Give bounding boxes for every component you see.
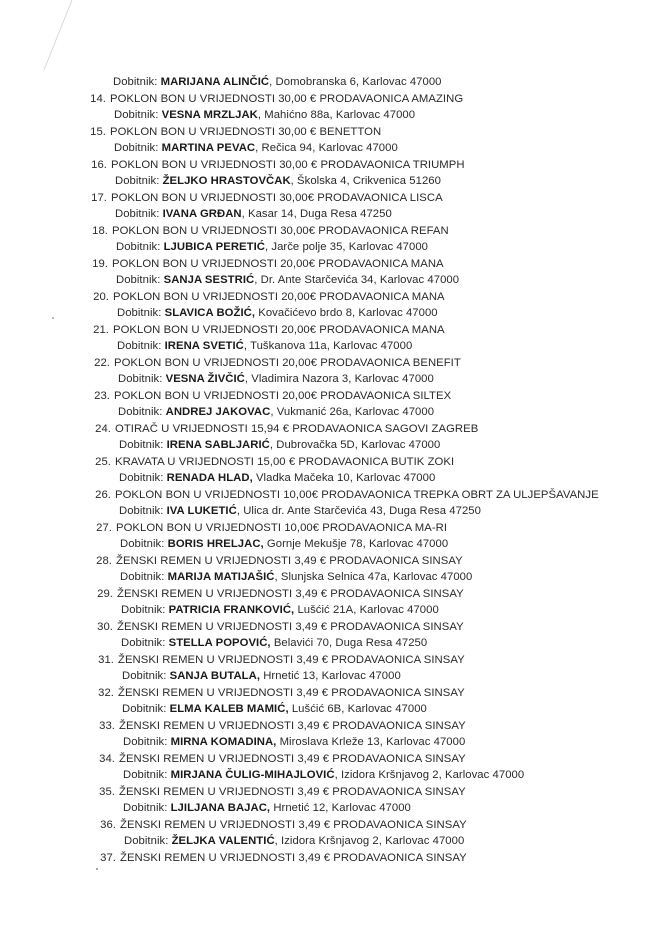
winner-name: MIRJANA ČULIG-MIHAJLOVIĆ	[170, 769, 335, 781]
prize-text: ŽENSKI REMEN U VRIJEDNOSTI 3,49 € PRODAVAONICA SINSAY	[119, 752, 466, 765]
winner-label: Dobitnik:	[118, 373, 163, 385]
winner-name: MARTINA PEVAC	[161, 142, 256, 154]
winner-name: LJILJANA BAJAC,	[170, 802, 271, 814]
winner-address: , Ulica dr. Ante Starčevića 43, Duga Resa 47250	[236, 505, 481, 517]
item-number: 34.	[99, 752, 115, 765]
winner-address: , Školska 4, Crikvenica 51260	[290, 175, 441, 187]
winner-label: Dobitnik:	[123, 736, 168, 748]
winner-label: Dobitnik:	[117, 307, 162, 319]
winner-name: MIRNA KOMADINA,	[170, 736, 277, 748]
prize-text: ŽENSKI REMEN U VRIJEDNOSTI 3,49 € PRODAVAONICA SINSAY	[117, 620, 464, 633]
winner-name: LJUBICA PERETIĆ	[163, 241, 265, 253]
winner-label: Dobitnik:	[124, 835, 169, 847]
winner-name: VESNA MRZLJAK	[161, 109, 258, 121]
item-number: 27.	[96, 521, 112, 534]
winner-label: Dobitnik:	[114, 142, 159, 154]
winner-label: Dobitnik:	[115, 208, 160, 220]
winner-address: , Izidora Kršnjavog 2, Karlovac 47000	[334, 769, 525, 781]
winner-name: ŽELJKO HRASTOVČAK	[162, 175, 291, 187]
item-number: 17.	[91, 191, 107, 204]
prize-text: ŽENSKI REMEN U VRIJEDNOSTI 3,49 € PRODAVAONICA SINSAY	[120, 818, 467, 831]
winner-name: ŽELJKA VALENTIĆ	[171, 835, 275, 847]
prize-text: POKLON BON U VRIJEDNOSTI 30,00 € PRODAVAONICA TRIUMPH	[111, 158, 465, 171]
winner-name: MARIJANA ALINČIĆ	[160, 76, 270, 88]
prize-line	[94, 520, 648, 537]
scan-speck	[52, 317, 54, 319]
prize-line	[97, 718, 648, 735]
winner-line	[94, 437, 648, 454]
prize-line	[90, 256, 648, 273]
winner-line	[94, 470, 648, 487]
prize-line	[93, 487, 648, 504]
winner-name: ANDREJ JAKOVAC	[165, 406, 271, 418]
winner-address: , Tuškanova 11a, Karlovac 47000	[243, 340, 413, 352]
winner-address: , Dubrovačka 5D, Karlovac 47000	[269, 439, 441, 451]
prize-line	[97, 784, 648, 801]
winner-name: ELMA KALEB MAMIĆ,	[169, 703, 289, 715]
winner-address: , Rečica 94, Karlovac 47000	[255, 142, 398, 154]
winner-label: Dobitnik:	[117, 340, 162, 352]
item-number: 24.	[95, 422, 111, 435]
winner-line	[98, 734, 648, 751]
prize-line	[89, 157, 648, 174]
winner-address: Belavići 70, Duga Resa 47250	[270, 637, 428, 649]
item-number: 32.	[98, 686, 114, 699]
prize-text: POKLON BON U VRIJEDNOSTI 20,00€ PRODAVAONICA MANA	[112, 257, 444, 270]
winner-name: IVA LUKETIĆ	[166, 505, 237, 517]
prize-text: POKLON BON U VRIJEDNOSTI 10,00€ PRODAVAONICA TREPKA OBRT ZA ULJEPŠAVANJE	[115, 488, 599, 501]
prize-line	[93, 454, 648, 471]
winner-address: Hrnetić 12, Karlovac 47000	[270, 802, 411, 814]
winner-label: Dobitnik:	[121, 637, 166, 649]
winner-line	[90, 206, 648, 223]
winner-name: VESNA ŽIVČIĆ	[165, 373, 245, 385]
winner-label: Dobitnik:	[123, 769, 168, 781]
prize-text: POKLON BON U VRIJEDNOSTI 30,00 € BENETTON	[110, 125, 382, 138]
winner-address: , Vladimira Nazora 3, Karlovac 47000	[244, 373, 434, 385]
prize-text: POKLON BON U VRIJEDNOSTI 30,00€ PRODAVAONICA REFAN	[112, 224, 449, 237]
winner-line	[89, 140, 648, 157]
winner-address: , Vukmanić 26a, Karlovac 47000	[270, 406, 435, 418]
winner-label: Dobitnik:	[122, 670, 167, 682]
prize-line	[95, 586, 648, 603]
winner-address: Lušćić 21A, Karlovac 47000	[294, 604, 439, 616]
item-number: 22.	[94, 356, 110, 369]
winner-address: , Kasar 14, Duga Resa 47250	[241, 208, 392, 220]
winner-address: , Jarče polje 35, Karlovac 47000	[265, 241, 428, 253]
prize-line	[95, 619, 648, 636]
prize-line	[96, 685, 648, 702]
prize-text: POKLON BON U VRIJEDNOSTI 30,00€ PRODAVAONICA LISCA	[111, 191, 443, 204]
winner-line	[95, 536, 648, 553]
winner-label: Dobitnik:	[123, 802, 168, 814]
winner-label: Dobitnik:	[120, 538, 165, 550]
prize-line	[97, 751, 648, 768]
winner-name: BORIS HRELJAC,	[167, 538, 264, 550]
winner-address: Vladka Mačeka 10, Karlovac 47000	[252, 472, 436, 484]
prize-text: ŽENSKI REMEN U VRIJEDNOSTI 3,49 € PRODAVAONICA SINSAY	[118, 653, 465, 666]
winner-line	[91, 272, 648, 289]
winner-name: MARIJA MATIJAŠIĆ	[167, 571, 275, 583]
winner-label: Dobitnik:	[119, 472, 164, 484]
prize-text: ŽENSKI REMEN U VRIJEDNOSTI 3,49 € PRODAVAONICA SINSAY	[119, 785, 466, 798]
winner-name: STELLA POPOVIĆ,	[168, 637, 271, 649]
scan-artifact-line	[0, 0, 90, 80]
winner-label: Dobitnik:	[115, 175, 160, 187]
item-number: 30.	[97, 620, 113, 633]
item-number: 29.	[97, 587, 113, 600]
winner-line	[93, 404, 648, 421]
winners-list	[88, 74, 648, 866]
prize-line	[92, 355, 648, 372]
scan-speck	[96, 868, 98, 870]
prize-text: ŽENSKI REMEN U VRIJEDNOSTI 3,49 € PRODAVAONICA SINSAY	[116, 554, 463, 567]
item-number: 33.	[99, 719, 115, 732]
prize-text: ŽENSKI REMEN U VRIJEDNOSTI 3,49 € PRODAVAONICA SINSAY	[120, 851, 467, 864]
winner-line	[93, 371, 648, 388]
winner-address: Lušćić 6B, Karlovac 47000	[288, 703, 427, 715]
winner-label: Dobitnik:	[120, 571, 165, 583]
prize-line	[98, 817, 648, 834]
item-number: 20.	[93, 290, 109, 303]
item-number: 14.	[90, 92, 106, 105]
prize-text: POKLON BON U VRIJEDNOSTI 20,00€ PRODAVAONICA SILTEX	[114, 389, 452, 402]
prize-line	[91, 289, 648, 306]
prize-text: ŽENSKI REMEN U VRIJEDNOSTI 3,49 € PRODAVAONICA SINSAY	[118, 686, 465, 699]
winner-name: IRENA SABLJARIĆ	[166, 439, 270, 451]
winner-address: , Mahićno 88a, Karlovac 47000	[257, 109, 416, 121]
winner-line	[95, 569, 648, 586]
winner-line	[98, 767, 648, 784]
winner-address: , Dr. Ante Starčevića 34, Karlovac 47000	[254, 274, 460, 286]
item-number: 19.	[92, 257, 108, 270]
prize-text: POKLON BON U VRIJEDNOSTI 20,00€ PRODAVAONICA MANA	[113, 323, 445, 336]
winner-label: Dobitnik:	[116, 241, 161, 253]
prize-text: ŽENSKI REMEN U VRIJEDNOSTI 3,49 € PRODAVAONICA SINSAY	[119, 719, 466, 732]
prize-line	[88, 124, 648, 141]
item-number: 21.	[93, 323, 109, 336]
winner-name: SANJA BUTALA,	[169, 670, 261, 682]
winner-line	[89, 107, 648, 124]
prize-text: KRAVATA U VRIJEDNOSTI 15,00 € PRODAVAONICA BUTIK ZOKI	[115, 455, 455, 468]
item-number: 23.	[94, 389, 110, 402]
item-number: 15.	[90, 125, 106, 138]
item-number: 25.	[95, 455, 111, 468]
prize-text: ŽENSKI REMEN U VRIJEDNOSTI 3,49 € PRODAVAONICA SINSAY	[117, 587, 464, 600]
winner-line	[97, 668, 648, 685]
winner-name: PATRICIA FRANKOVIĆ,	[168, 604, 295, 616]
winner-line	[96, 602, 648, 619]
winner-line	[94, 503, 648, 520]
winner-line	[90, 173, 648, 190]
winner-label: Dobitnik:	[119, 505, 164, 517]
prize-line	[94, 553, 648, 570]
winner-label: Dobitnik:	[118, 406, 163, 418]
item-number: 16.	[91, 158, 107, 171]
item-number: 28.	[96, 554, 112, 567]
item-number: 31.	[98, 653, 114, 666]
prize-text: OTIRAČ U VRIJEDNOSTI 15,94 € PRODAVAONICA SAGOVI ZAGREB	[115, 422, 479, 435]
prize-text: POKLON BON U VRIJEDNOSTI 30,00 € PRODAVAONICA AMAZING	[110, 92, 464, 105]
winner-address: , Izidora Kršnjavog 2, Karlovac 47000	[274, 835, 465, 847]
winner-line	[97, 701, 648, 718]
winner-line	[92, 305, 648, 322]
prize-text: POKLON BON U VRIJEDNOSTI 20,00€ PRODAVAONICA MANA	[113, 290, 445, 303]
winner-address: , Slunjska Selnica 47a, Karlovac 47000	[274, 571, 473, 583]
winner-address: Gornje Mekušje 78, Karlovac 47000	[263, 538, 449, 550]
prize-line	[88, 91, 648, 108]
item-number: 37.	[100, 851, 116, 864]
item-number: 35.	[99, 785, 115, 798]
prize-line	[98, 850, 648, 867]
winner-address: Kovačićevo brdo 8, Karlovac 47000	[255, 307, 438, 319]
winner-label: Dobitnik:	[113, 76, 158, 88]
prize-line	[91, 322, 648, 339]
winner-address: Hrnetić 13, Karlovac 47000	[260, 670, 401, 682]
item-number: 26.	[95, 488, 111, 501]
winner-name: RENADA HLAD,	[166, 472, 253, 484]
prize-text: POKLON BON U VRIJEDNOSTI 10,00€ PRODAVAONICA MA-RI	[116, 521, 448, 534]
winner-address: , Domobranska 6, Karlovac 47000	[269, 76, 442, 88]
prize-line	[92, 388, 648, 405]
winner-name: SLAVICA BOŽIĆ,	[164, 307, 256, 319]
winner-name: IVANA GRĐAN	[162, 208, 242, 220]
winner-line	[98, 800, 648, 817]
winner-label: Dobitnik:	[114, 109, 159, 121]
winner-line	[88, 74, 648, 91]
winner-name: SANJA SESTRIĆ	[163, 274, 255, 286]
prize-line	[89, 190, 648, 207]
item-number: 36.	[100, 818, 116, 831]
winner-line	[99, 833, 648, 850]
item-number: 18.	[92, 224, 108, 237]
winner-label: Dobitnik:	[116, 274, 161, 286]
winner-label: Dobitnik:	[122, 703, 167, 715]
winner-label: Dobitnik:	[121, 604, 166, 616]
winner-line	[92, 338, 648, 355]
prize-text: POKLON BON U VRIJEDNOSTI 20,00€ PRODAVAONICA BENEFIT	[114, 356, 461, 369]
winner-address: Miroslava Krleže 13, Karlovac 47000	[276, 736, 466, 748]
winner-line	[91, 239, 648, 256]
winner-line	[96, 635, 648, 652]
winner-name: IRENA SVETIĆ	[164, 340, 244, 352]
winner-label: Dobitnik:	[119, 439, 164, 451]
prize-line	[90, 223, 648, 240]
prize-line	[96, 652, 648, 669]
prize-line	[93, 421, 648, 438]
